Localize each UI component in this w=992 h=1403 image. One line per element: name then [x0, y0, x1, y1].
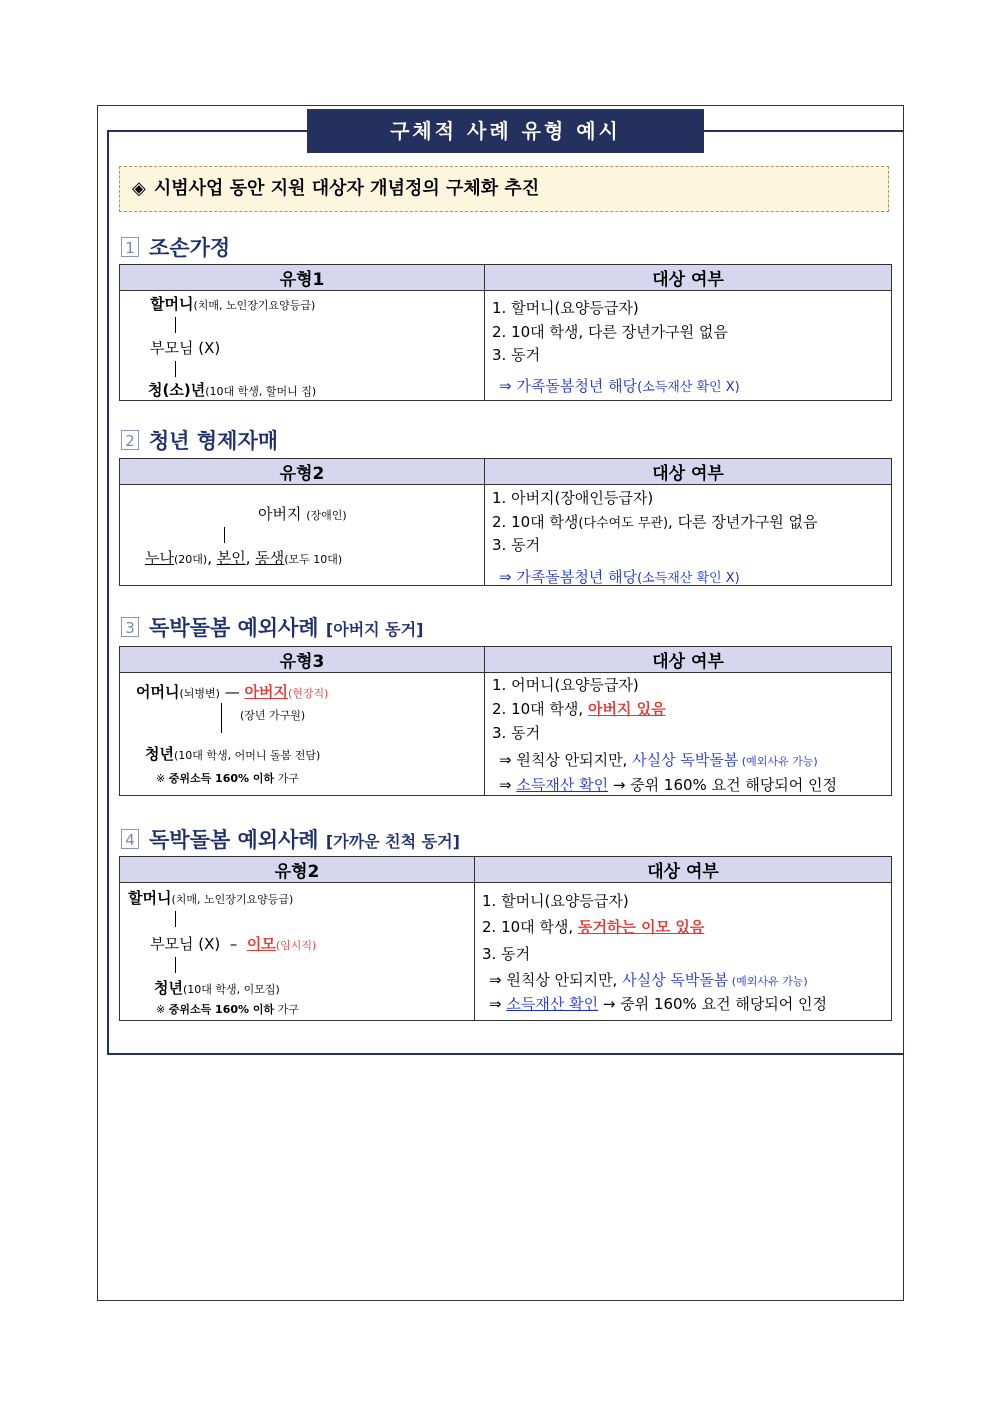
- criteria-line: 2. 10대 학생, 동거하는 이모 있음: [482, 918, 705, 936]
- case-table-2: [119, 458, 892, 586]
- arrow-icon: ⇒: [489, 971, 502, 989]
- section-number: 2: [121, 430, 139, 450]
- arrow-icon: ⇒: [489, 995, 502, 1013]
- family-member: 아버지 (장애인): [258, 505, 347, 523]
- eligibility-cell: [485, 673, 892, 796]
- family-members: 누나(20대), 본인, 동생(모두 10대): [145, 549, 343, 567]
- arrow-icon: ⇒: [499, 751, 512, 769]
- section-heading-2: [121, 425, 278, 455]
- family-member: 청년(10대 학생, 어머니 돌봄 전담): [145, 745, 321, 763]
- family-member: 어머니(뇌병변) — 아버지(현장직): [136, 683, 329, 701]
- connector-line: [175, 957, 176, 973]
- family-member: 부모님 (X): [150, 339, 221, 357]
- section-heading-4: [121, 824, 460, 854]
- criteria-line: 2. 10대 학생, 다른 장년가구원 없음: [492, 323, 728, 341]
- family-member: 청(소)년(10대 학생, 할머니 집): [148, 381, 317, 399]
- family-diagram: [120, 673, 485, 796]
- family-member: 할머니(치매, 노인장기요양등급): [150, 295, 316, 313]
- family-diagram: [120, 485, 485, 586]
- family-member: 부모님 (X) – 이모(임시직): [150, 935, 317, 953]
- connector-line: [175, 911, 176, 927]
- criteria-line: 3. 동거: [482, 945, 531, 963]
- section-title: 조손가정: [149, 236, 231, 260]
- result-line: ⇒ 원칙상 안되지만, 사실상 독박돌봄 (예외사유 가능): [489, 971, 808, 989]
- section-number: 1: [121, 237, 139, 257]
- criteria-line: 3. 동거: [492, 346, 541, 364]
- case-table-1: [119, 264, 892, 401]
- section-title: 청년 형제자매: [149, 429, 279, 453]
- page-title: 구체적 사례 유형 예시: [307, 109, 704, 153]
- summary-banner: [119, 166, 889, 212]
- relation-dash: –: [229, 935, 238, 953]
- family-diagram: [120, 883, 475, 1021]
- section-heading-1: [121, 232, 230, 262]
- income-note: ※ 중위소득 160% 이하 가구: [156, 772, 299, 785]
- eligibility-cell: [485, 485, 892, 586]
- col-eligibility: 대상 여부: [475, 857, 892, 883]
- arrow-icon: ⇒: [499, 776, 512, 794]
- diamond-icon: ◈: [132, 178, 146, 199]
- result-line: ⇒ 가족돌봄청년 해당(소득재산 확인 X): [499, 568, 740, 586]
- family-member: 할머니(치매, 노인장기요양등급): [128, 889, 294, 907]
- result-line: ⇒ 가족돌봄청년 해당(소득재산 확인 X): [499, 377, 740, 395]
- family-member: 청년(10대 학생, 이모집): [154, 979, 280, 997]
- section-subtitle: [아버지 동거]: [325, 620, 424, 639]
- criteria-line: 2. 10대 학생(다수여도 무관), 다른 장년가구원 없음: [492, 513, 818, 531]
- relation-dash: —: [224, 683, 240, 701]
- eligibility-cell: [475, 883, 892, 1021]
- criteria-line: 2. 10대 학생, 아버지 있음: [492, 700, 666, 718]
- section-number: 4: [121, 829, 139, 849]
- section-title: 독박돌봄 예외사례: [149, 828, 319, 852]
- section-number: 3: [121, 617, 139, 637]
- col-type: 유형2: [120, 459, 485, 485]
- connector-line: [221, 703, 222, 733]
- eligibility-cell: [485, 291, 892, 401]
- connector-line: [175, 361, 176, 377]
- col-type: 유형2: [120, 857, 475, 883]
- criteria-line: 1. 할머니(요양등급자): [482, 892, 629, 910]
- income-note: ※ 중위소득 160% 이하 가구: [156, 1003, 299, 1016]
- case-table-4: [119, 856, 892, 1021]
- criteria-line: 1. 어머니(요양등급자): [492, 676, 639, 694]
- member-note: (장년 가구원): [240, 709, 306, 722]
- result-line: ⇒ 원칙상 안되지만, 사실상 독박돌봄 (예외사유 가능): [499, 751, 818, 769]
- table-header: [120, 265, 892, 291]
- case-table-3: [119, 646, 892, 796]
- criteria-line: 1. 아버지(장애인등급자): [492, 489, 654, 507]
- table-header: [120, 459, 892, 485]
- section-heading-3: [121, 612, 423, 642]
- criteria-line: 1. 할머니(요양등급자): [492, 299, 639, 317]
- col-eligibility: 대상 여부: [485, 265, 892, 291]
- criteria-line: 3. 동거: [492, 724, 541, 742]
- family-diagram: [120, 291, 485, 401]
- section-title: 독박돌봄 예외사례: [149, 616, 319, 640]
- col-type: 유형3: [120, 647, 485, 673]
- connector-line: [175, 317, 176, 333]
- connector-line: [224, 527, 225, 543]
- table-row: [120, 291, 892, 401]
- arrow-icon: ⇒: [499, 568, 512, 586]
- table-header: [120, 857, 892, 883]
- table-row: [120, 485, 892, 586]
- table-row: [120, 673, 892, 796]
- banner-text: 시범사업 동안 지원 대상자 개념정의 구체화 추진: [153, 178, 540, 199]
- result-line: ⇒ 소득재산 확인 → 중위 160% 요건 해당되어 인정: [489, 995, 828, 1013]
- table-row: [120, 883, 892, 1021]
- result-line: ⇒ 소득재산 확인 → 중위 160% 요건 해당되어 인정: [499, 776, 838, 794]
- col-eligibility: 대상 여부: [485, 647, 892, 673]
- col-eligibility: 대상 여부: [485, 459, 892, 485]
- col-type: 유형1: [120, 265, 485, 291]
- section-subtitle: [가까운 친척 동거]: [325, 832, 460, 851]
- table-header: [120, 647, 892, 673]
- criteria-line: 3. 동거: [492, 536, 541, 554]
- arrow-icon: ⇒: [499, 377, 512, 395]
